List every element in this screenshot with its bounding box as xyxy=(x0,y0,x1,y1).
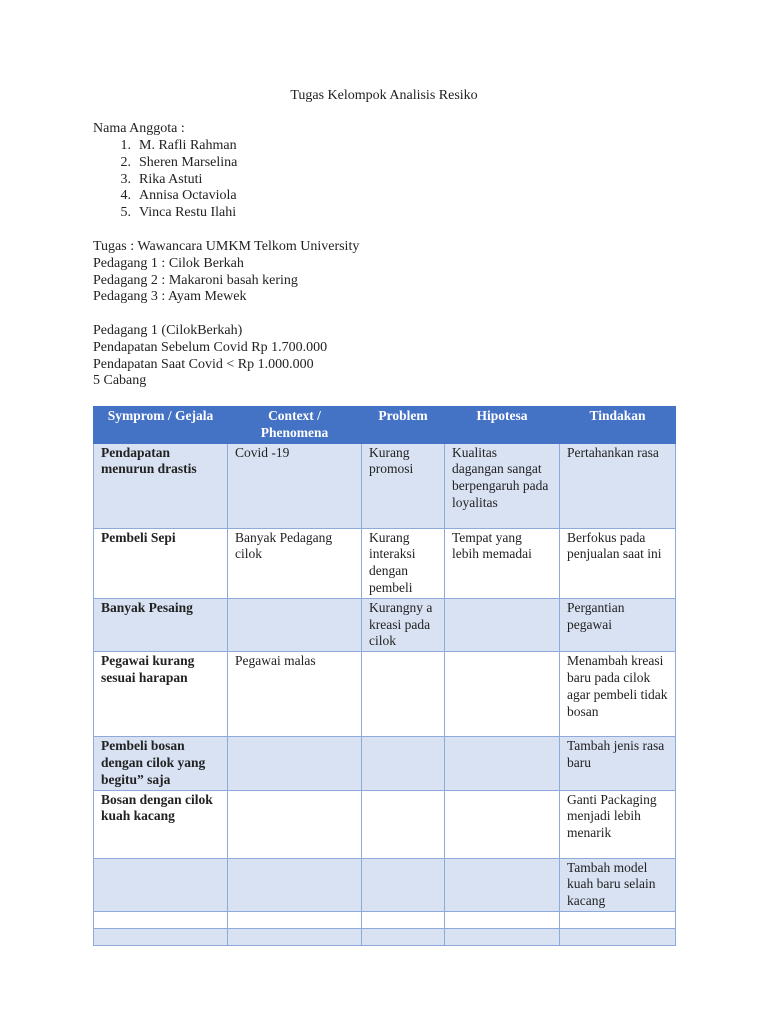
list-item xyxy=(93,205,237,222)
table-header-row xyxy=(94,407,676,444)
table-cell xyxy=(362,737,445,790)
table-cell: Pembeli Sepi xyxy=(94,528,228,598)
vendor-line: Pedagang 1 (CilokBerkah) xyxy=(93,323,243,338)
table-cell: Kurang interaksi dengan pembeli xyxy=(362,528,445,598)
table-cell: Pegawai malas xyxy=(228,652,362,737)
column-header-symptom: Symprom / Gejala xyxy=(94,407,228,444)
table-cell xyxy=(445,858,560,911)
list-number: 4. xyxy=(120,188,131,204)
table-cell xyxy=(362,790,445,858)
table-cell xyxy=(560,928,676,945)
list-item xyxy=(93,138,237,155)
table-cell: Menambah kreasi baru pada cilok agar pembeli tidak bosan xyxy=(560,652,676,737)
column-header-action: Tindakan xyxy=(560,407,676,444)
table-cell xyxy=(228,928,362,945)
table-cell: Pendapatan menurun drastis xyxy=(94,443,228,528)
table-cell xyxy=(362,911,445,928)
task-line: Pedagang 3 : Ayam Mewek xyxy=(93,289,247,305)
table-cell: Pergantian pegawai xyxy=(560,598,676,651)
vendor-block xyxy=(93,323,327,390)
table-cell: Pembeli bosan dengan cilok yang begitu” saja xyxy=(94,737,228,790)
table-cell: Covid -19 xyxy=(228,443,362,528)
table-cell: Kualitas dagangan sangat berpengaruh pada loyalitas xyxy=(445,443,560,528)
table-cell: Tambah jenis rasa baru xyxy=(560,737,676,790)
table-cell xyxy=(94,928,228,945)
table-cell: Kurang promosi xyxy=(362,443,445,528)
member-name: Annisa Octaviola xyxy=(139,188,237,204)
table-cell xyxy=(445,790,560,858)
table-cell xyxy=(445,911,560,928)
document-title: Tugas Kelompok Analisis Resiko xyxy=(290,88,478,103)
task-line: Tugas : Wawancara UMKM Telkom University xyxy=(93,239,360,254)
list-number: 2. xyxy=(120,154,131,170)
table-row xyxy=(94,737,676,790)
table-cell xyxy=(362,858,445,911)
table-row xyxy=(94,652,676,737)
member-name: Sheren Marselina xyxy=(139,154,238,170)
list-item xyxy=(93,172,237,189)
table-cell: Banyak Pesaing xyxy=(94,598,228,651)
table-cell xyxy=(362,652,445,737)
list-number: 5. xyxy=(120,205,131,221)
table-cell: Kurangny a kreasi pada cilok xyxy=(362,598,445,651)
table-cell xyxy=(228,598,362,651)
table-cell: Ganti Packaging menjadi lebih menarik xyxy=(560,790,676,858)
table-cell xyxy=(94,911,228,928)
table-cell: Tambah model kuah baru selain kacang xyxy=(560,858,676,911)
table-cell xyxy=(445,928,560,945)
table-cell xyxy=(228,737,362,790)
task-line: Pedagang 1 : Cilok Berkah xyxy=(93,255,244,271)
task-block xyxy=(93,239,359,306)
list-item xyxy=(93,188,237,205)
column-header-hypothesis: Hipotesa xyxy=(445,407,560,444)
vendor-line: Pendapatan Sebelum Covid Rp 1.700.000 xyxy=(93,339,328,355)
column-header-problem: Problem xyxy=(362,407,445,444)
table-cell: Berfokus pada penjualan saat ini xyxy=(560,528,676,598)
table-cell xyxy=(362,928,445,945)
table-row xyxy=(94,598,676,651)
member-name: M. Rafli Rahman xyxy=(139,138,237,153)
table-cell: Banyak Pedagang cilok xyxy=(228,528,362,598)
table-cell xyxy=(445,598,560,651)
risk-analysis-table xyxy=(93,406,676,946)
table-row xyxy=(94,790,676,858)
table-cell xyxy=(445,652,560,737)
task-line: Pedagang 2 : Makaroni basah kering xyxy=(93,272,298,288)
table-cell xyxy=(94,858,228,911)
list-number: 1. xyxy=(120,138,131,153)
table-cell xyxy=(228,858,362,911)
column-header-context: Context / Phenomena xyxy=(228,407,362,444)
table-cell xyxy=(560,911,676,928)
list-item xyxy=(93,155,237,172)
member-name: Vinca Restu Ilahi xyxy=(139,205,237,221)
vendor-line: 5 Cabang xyxy=(93,373,147,389)
members-list xyxy=(93,138,237,222)
table-row xyxy=(94,911,676,928)
table-row xyxy=(94,928,676,945)
members-heading: Nama Anggota : xyxy=(93,121,185,136)
member-name: Rika Astuti xyxy=(139,171,203,187)
vendor-line: Pendapatan Saat Covid < Rp 1.000.000 xyxy=(93,356,314,372)
list-number: 3. xyxy=(120,171,131,187)
table-cell xyxy=(228,911,362,928)
table-row xyxy=(94,858,676,911)
table-cell xyxy=(445,737,560,790)
table-cell: Pertahankan rasa xyxy=(560,443,676,528)
table-row xyxy=(94,528,676,598)
table-cell: Pegawai kurang sesuai harapan xyxy=(94,652,228,737)
table-cell: Tempat yang lebih memadai xyxy=(445,528,560,598)
table-cell: Bosan dengan cilok kuah kacang xyxy=(94,790,228,858)
table-cell xyxy=(228,790,362,858)
table-row xyxy=(94,443,676,528)
members-heading-block xyxy=(93,121,185,138)
